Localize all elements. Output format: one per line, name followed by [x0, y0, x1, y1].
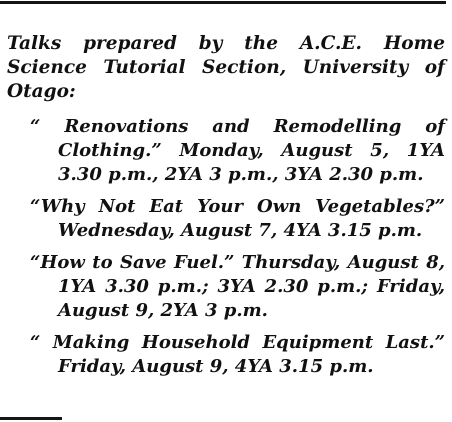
- talk-item-equipment: “ Making Household Equipment Last.” Friday, August 9, 4YA 3.15 p.m.: [30, 332, 445, 377]
- talk-item-renovations: “ Renovations and Remodelling of Clothing.” Monday, August 5, 1YA 3.30 p.m., 2YA 3 p.m., 3YA 2.30 p.m.: [30, 116, 445, 185]
- top-rule: [0, 1, 446, 4]
- talks-list: [30, 115, 445, 379]
- intro-text: Talks prepared by the A.C.E. Home Science Tutorial Section, University of Otago:: [7, 33, 445, 102]
- talk-item-vegetables: “Why Not Eat Your Own Vegetables?” Wednesday, August 7, 4YA 3.15 p.m.: [30, 196, 445, 241]
- talk-item-fuel: “How to Save Fuel.” Thursday, August 8, 1YA 3.30 p.m.; 3YA 2.30 p.m.; Friday, August 9, 2YA 3 p.m.: [30, 252, 445, 321]
- bottom-rule: [0, 417, 62, 420]
